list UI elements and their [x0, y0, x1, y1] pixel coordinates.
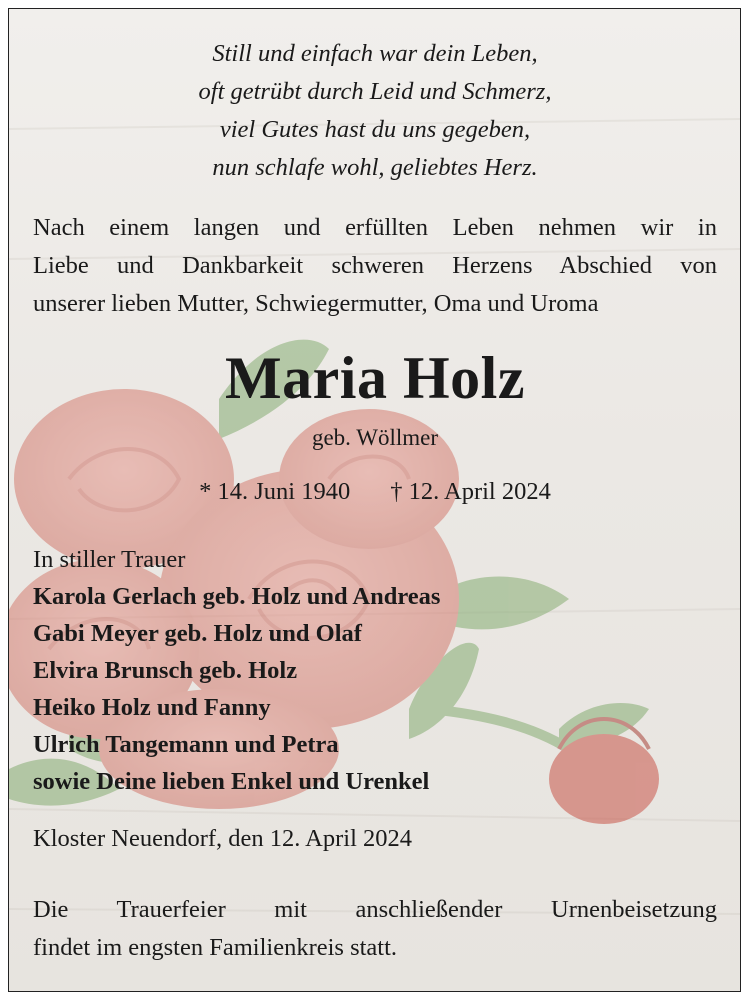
mourner-entry: Heiko Holz und Fanny: [33, 694, 271, 721]
mourners-list: [33, 541, 717, 800]
death-date: † 12. April 2024: [390, 478, 551, 505]
birth-date: * 14. Juni 1940: [199, 478, 351, 505]
intro-line: Liebe und Dankbarkeit schweren Herzens Abschied von: [33, 252, 717, 279]
mourner-entry: sowie Deine lieben Enkel und Urenkel: [33, 768, 430, 795]
poem-line: Still und einfach war dein Leben,: [212, 40, 538, 67]
poem-verse: [33, 35, 717, 187]
obituary-card: [8, 8, 741, 992]
mourner-entry: Karola Gerlach geb. Holz und Andreas: [33, 583, 441, 610]
life-dates: [33, 477, 717, 507]
mourner-entry: Ulrich Tangemann und Petra: [33, 731, 339, 758]
funeral-line: Die Trauerfeier mit anschließender Urnenbeisetzung: [33, 896, 717, 923]
intro-paragraph: [33, 209, 717, 323]
mourner-entry: Elvira Brunsch geb. Holz: [33, 657, 298, 684]
intro-line: Nach einem langen und erfüllten Leben nehmen wir in: [33, 214, 717, 241]
deceased-name: Maria Holz: [225, 345, 525, 411]
funeral-notice: [33, 891, 717, 967]
funeral-line: findet im engsten Familienkreis statt.: [33, 934, 398, 961]
poem-line: oft getrübt durch Leid und Schmerz,: [198, 78, 552, 105]
mourners-intro: In stiller Trauer: [33, 546, 186, 573]
maiden-name: geb. Wöllmer: [311, 425, 439, 450]
place-and-date: Kloster Neuendorf, den 12. April 2024: [33, 825, 412, 852]
poem-line: nun schlafe wohl, geliebtes Herz.: [212, 154, 538, 181]
mourner-entry: Gabi Meyer geb. Holz und Olaf: [33, 620, 362, 647]
intro-line: unserer lieben Mutter, Schwiegermutter, Oma und Uroma: [33, 290, 599, 317]
poem-line: viel Gutes hast du uns gegeben,: [219, 116, 531, 143]
